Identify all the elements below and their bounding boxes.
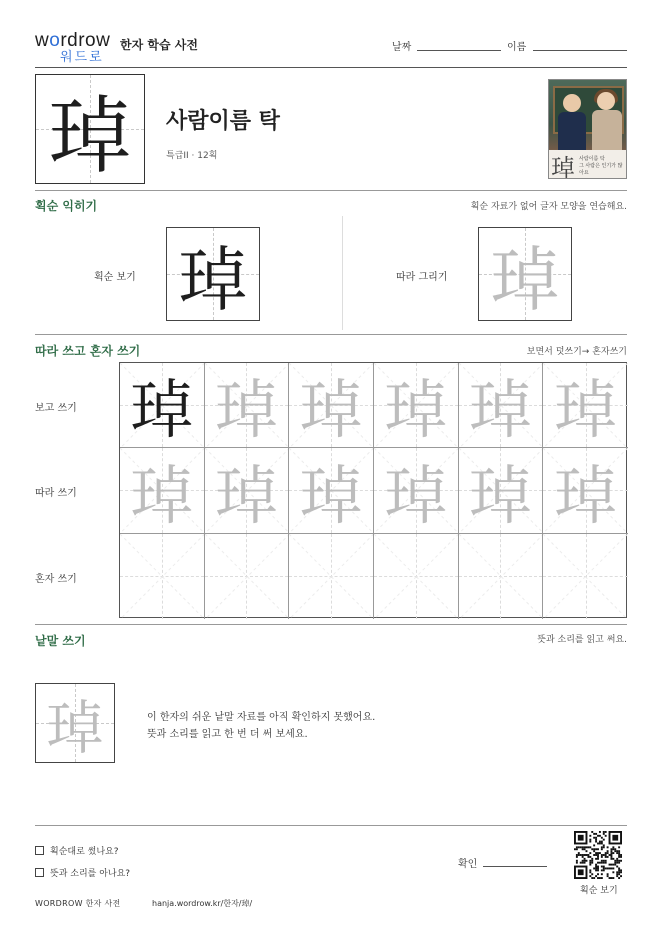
practice-cell[interactable] [374, 363, 459, 448]
checklist-item-meaning[interactable]: 뜻과 소리를 아나요? [35, 866, 130, 879]
qr-code-icon[interactable] [574, 831, 622, 879]
practice-cell[interactable] [120, 363, 205, 448]
logo-wordmark: wordrow [35, 30, 111, 51]
practice-character: 琸 [129, 459, 194, 534]
practice-character: 琸 [553, 374, 618, 449]
logo-subtext: 워드로 [60, 50, 104, 65]
footer-divider [35, 825, 627, 826]
checkbox-icon[interactable] [35, 846, 44, 855]
vocab-text-line1: 이 한자의 쉬운 낱말 자료를 아직 확인하지 못했어요. [147, 712, 376, 723]
header-title: 한자 학습 사전 [120, 38, 198, 52]
practice-character: 琸 [299, 459, 364, 534]
checkbox-icon[interactable] [35, 868, 44, 877]
vocab-character: 琸 [45, 694, 104, 762]
stroke-view-box [166, 227, 260, 321]
footer-brand: WORDROW 한자 사전 [35, 899, 121, 908]
date-label: 날짜 [392, 42, 412, 53]
practice-character: 琸 [214, 374, 279, 449]
character-meaning: 사람이름 탁 [166, 109, 280, 134]
main-character-box [35, 74, 145, 184]
practice-cell[interactable] [205, 363, 290, 448]
grade-info: 특급II · 12획 [166, 151, 218, 161]
row-label-view: 보고 쓰기 [35, 403, 77, 414]
row-label-trace: 따라 쓰기 [35, 488, 77, 499]
practice-cell[interactable] [374, 448, 459, 533]
practice-cell[interactable] [289, 448, 374, 533]
stroke-view-character: 琸 [178, 238, 248, 321]
practice-cell[interactable] [543, 363, 628, 448]
practice-character: 琸 [214, 459, 279, 534]
qr-label: 획순 보기 [580, 886, 618, 896]
footer-url[interactable]: hanja.wordrow.kr/한자/琸/ [152, 899, 253, 908]
practice-character: 琸 [383, 374, 448, 449]
practice-cell[interactable] [205, 534, 290, 619]
practice-cell[interactable] [120, 534, 205, 619]
cover-illustration [548, 79, 627, 179]
practice-cell[interactable] [289, 534, 374, 619]
practice-character: 琸 [468, 374, 533, 449]
name-underline [533, 50, 627, 51]
checklist-item-stroke[interactable]: 획순대로 썼나요? [35, 844, 119, 857]
section-divider-1 [35, 190, 627, 191]
stroke-section-divider [342, 216, 343, 330]
row-label-alone: 혼자 쓰기 [35, 574, 77, 585]
confirm-underline [483, 866, 547, 867]
practice-cell[interactable] [459, 534, 544, 619]
stroke-section-title: 획순 익히기 [35, 199, 98, 213]
practice-character: 琸 [129, 374, 194, 449]
vocab-section-title: 낱말 쓰기 [35, 634, 86, 648]
date-underline [417, 50, 501, 51]
stroke-section-note: 획순 자료가 없어 글자 모양을 연습해요. [470, 202, 627, 212]
name-label: 이름 [507, 42, 527, 53]
cover-character: 琸 [551, 154, 575, 179]
practice-cell[interactable] [543, 534, 628, 619]
practice-character: 琸 [383, 459, 448, 534]
practice-cell[interactable] [459, 448, 544, 533]
section-divider-2 [35, 334, 627, 335]
section-divider-3 [35, 624, 627, 625]
trace-label: 따라 그리기 [396, 272, 448, 283]
trace-box [478, 227, 572, 321]
vocab-section-note: 뜻과 소리를 읽고 써요. [537, 635, 627, 645]
main-character: 琸 [47, 86, 132, 185]
trace-character: 琸 [490, 238, 560, 321]
confirm-label: 확인 [458, 859, 478, 870]
practice-cell[interactable] [120, 448, 205, 533]
practice-cell[interactable] [289, 363, 374, 448]
vocab-text-line2: 뜻과 소리를 읽고 한 번 더 써 보세요. [147, 729, 308, 740]
practice-character: 琸 [553, 459, 618, 534]
practice-character: 琸 [299, 374, 364, 449]
cover-text: 사람이름 탁 그 사람은 인기가 많아요 [579, 156, 623, 176]
practice-section-note: 보면서 덧쓰기→ 혼자쓰기 [526, 347, 627, 357]
stroke-view-label: 획순 보기 [94, 272, 136, 283]
practice-grid [119, 362, 627, 618]
practice-cell[interactable] [543, 448, 628, 533]
practice-character: 琸 [468, 459, 533, 534]
practice-section-title: 따라 쓰고 혼자 쓰기 [35, 344, 141, 358]
practice-cell[interactable] [374, 534, 459, 619]
practice-cell[interactable] [205, 448, 290, 533]
vocab-character-box [35, 683, 115, 763]
practice-cell[interactable] [459, 363, 544, 448]
